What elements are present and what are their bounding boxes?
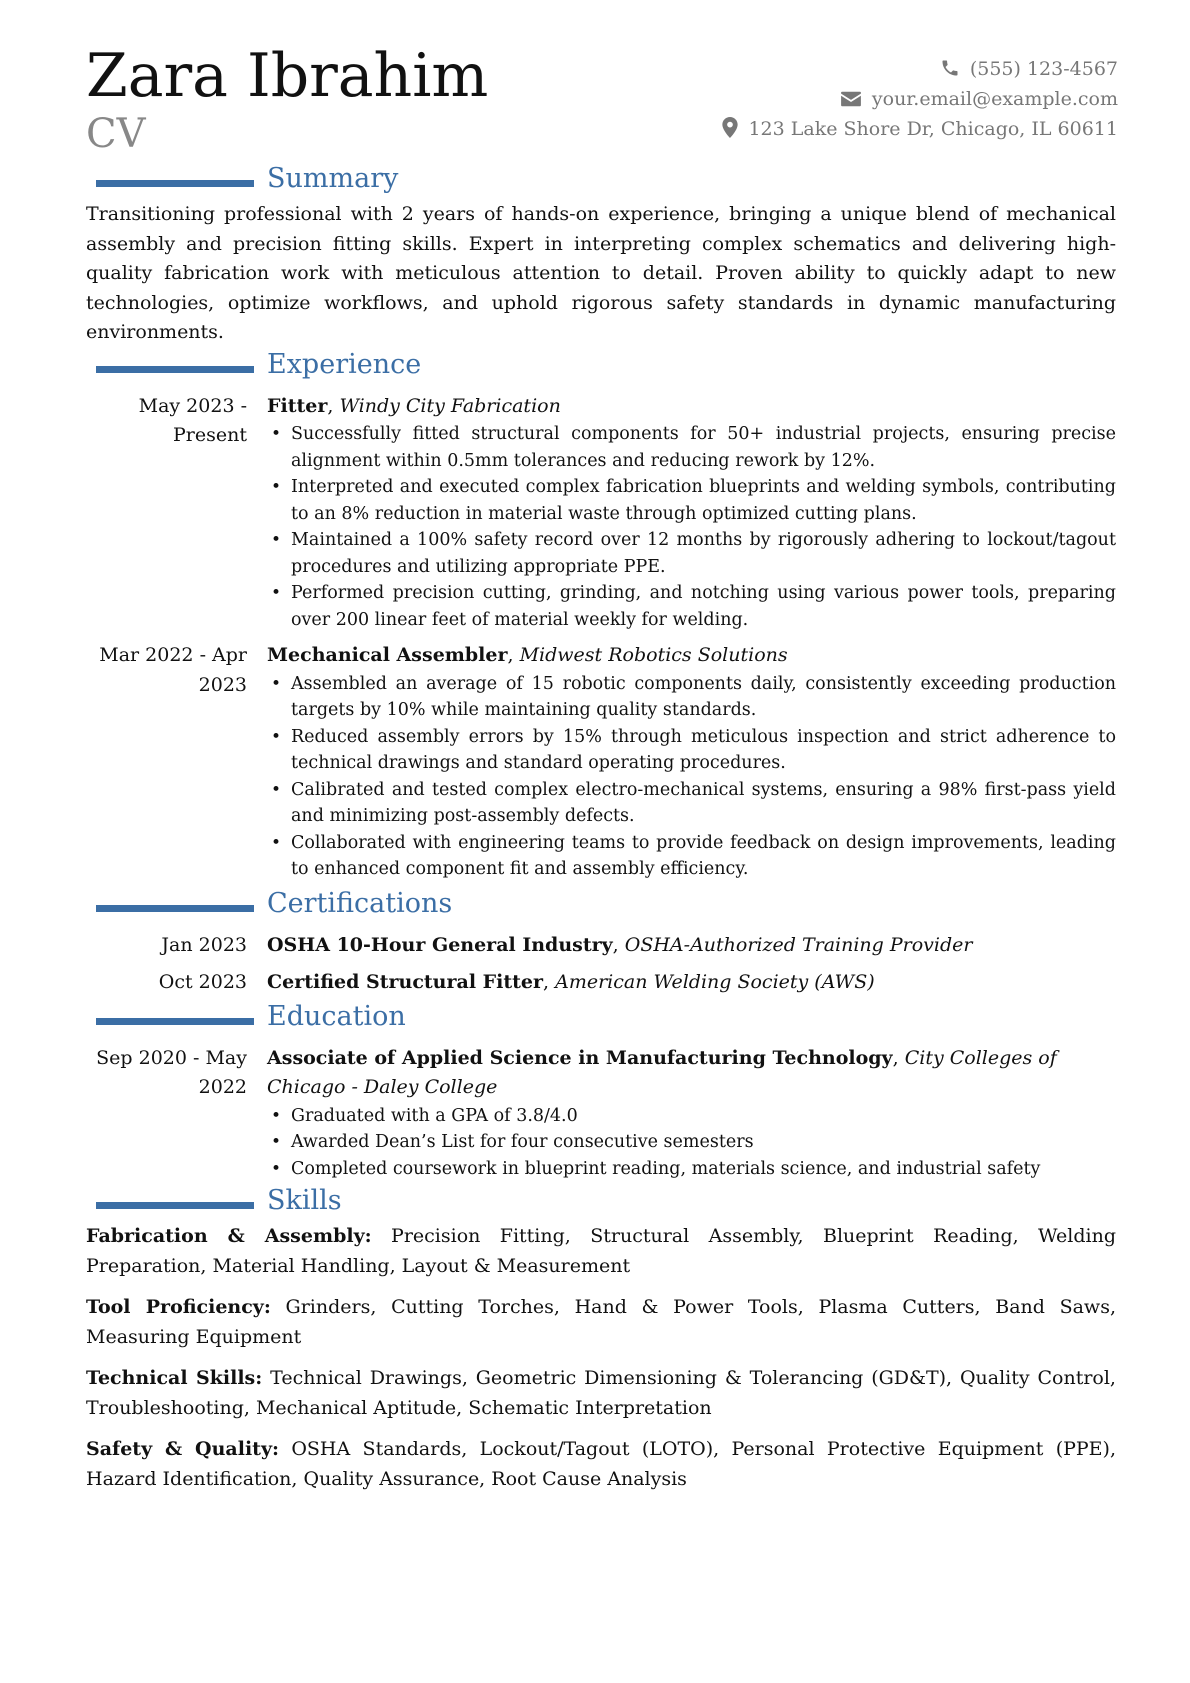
section-skills-heading: [86, 1185, 1116, 1222]
skill-values: Precision Fitting, Structural Assembly, Blueprint Reading, Welding Preparation, Material Handling, Layout & Measurement: [86, 1225, 1116, 1277]
section-title: Experience: [267, 348, 422, 380]
entry-heading: Fitter, Windy City Fabrication: [267, 394, 561, 417]
list-item: • Completed coursework in blueprint reading, materials science, and industrial safety: [291, 1156, 1116, 1183]
skill-values: OSHA Standards, Lockout/Tagout (LOTO), Personal Protective Equipment (PPE), Hazard Identification, Quality Assurance, Root Cause Analysis: [86, 1438, 1117, 1490]
list-item: • Performed precision cutting, grinding, and notching using various power tools, preparing over 200 linear feet of material weekly for welding.: [291, 580, 1116, 633]
list-item: • Interpreted and executed complex fabrication blueprints and welding symbols, contributing to an 8% reduction in material waste through optimized cutting plans.: [291, 474, 1116, 527]
section-accent-bar: [96, 1018, 254, 1025]
entry-date: May 2023 - Present: [138, 394, 247, 446]
section-title: Certifications: [267, 887, 453, 919]
skill-values: Technical Drawings, Geometric Dimensioning & Tolerancing (GD&T), Quality Control, Troubleshooting, Mechanical Aptitude, Schematic Interpretation: [86, 1367, 1116, 1419]
company-name: Windy City Fabrication: [339, 394, 561, 417]
list-item: • Reduced assembly errors by 15% through meticulous inspection and strict adherence to technical drawings and standard operating procedures.: [291, 724, 1116, 777]
bullet-list: [267, 1103, 1116, 1183]
entry-date: Sep 2020 - May 2022: [96, 1046, 247, 1098]
cv-header: [86, 40, 1116, 168]
contact-email: [722, 84, 1118, 114]
certification-name: Certified Structural Fitter: [267, 971, 544, 993]
contact-block: [722, 54, 1118, 144]
list-item: • Collaborated with engineering teams to provide feedback on design improvements, leading to enhanced component fit and assembly efficiency.: [291, 830, 1116, 883]
entry-body: OSHA 10-Hour General Industry, OSHA-Authorized Training Provider: [267, 933, 973, 956]
entry-date: Oct 2023: [158, 971, 247, 993]
cv-page: [86, 40, 1116, 1506]
skill-label: Technical Skills:: [86, 1367, 263, 1389]
certification-name: OSHA 10-Hour General Industry: [267, 933, 613, 956]
company-name: Midwest Robotics Solutions: [519, 644, 788, 666]
section-education-heading: [86, 1000, 1116, 1038]
entry-date: Mar 2022 - Apr 2023: [99, 644, 247, 696]
list-item: • Awarded Dean’s List for four consecutive semesters: [291, 1129, 1116, 1156]
certification-entry: [86, 931, 1116, 961]
skill-group: [86, 1364, 1116, 1423]
job-title: Mechanical Assembler: [267, 644, 508, 666]
section-title: Skills: [267, 1185, 342, 1216]
degree-name: Associate of Applied Science in Manufacturing Technology: [267, 1046, 893, 1069]
section-title: Summary: [267, 163, 399, 194]
skill-group: [86, 1435, 1116, 1494]
section-accent-bar: [96, 180, 254, 187]
list-item: • Calibrated and tested complex electro-mechanical systems, ensuring a 98% first-pass yield and minimizing post-assembly defects.: [291, 777, 1116, 830]
entry-body: [267, 641, 1116, 883]
skill-label: Safety & Quality:: [86, 1438, 280, 1460]
section-summary-heading: [86, 163, 1116, 200]
section-accent-bar: [96, 1202, 254, 1209]
phone-icon: [940, 58, 960, 78]
document-subtitle: CV: [86, 111, 146, 157]
person-name: Zara Ibrahim: [86, 41, 489, 111]
entry-heading: Mechanical Assembler, Midwest Robotics Solutions: [267, 644, 788, 666]
skill-group: [86, 1293, 1116, 1352]
section-experience-heading: [86, 348, 1116, 386]
contact-address: [722, 114, 1118, 144]
entry-date: Jan 2023: [161, 933, 247, 956]
entry-body: [267, 392, 1116, 634]
section-accent-bar: [96, 905, 254, 912]
contact-phone: [722, 54, 1118, 84]
summary-text: Transitioning professional with 2 years of hands-on experience, bringing a unique blend of mechanical assembly and precision fitting skills. Expert in interpreting complex schematics and delivering high-quality fabrication work with meticulous attention to detail. Proven ability to quickly adapt to new technologies, optimize workflows, and uphold rigorous safety standards in dynamic manufacturing environments.: [86, 203, 1116, 343]
certification-entry: [86, 968, 1116, 998]
entry-body: Certified Structural Fitter, American Welding Society (AWS): [267, 971, 875, 993]
experience-entry: [86, 392, 1116, 634]
skill-label: Fabrication & Assembly:: [86, 1225, 372, 1247]
map-pin-icon: [722, 117, 738, 138]
list-item: • Graduated with a GPA of 3.8/4.0: [291, 1103, 1116, 1130]
bullet-list: [267, 421, 1116, 633]
school-name: City Colleges of Chicago - Daley College: [267, 1046, 1057, 1098]
phone-text: (555) 123-4567: [969, 58, 1118, 80]
job-title: Fitter: [267, 394, 328, 417]
certification-issuer: American Welding Society (AWS): [555, 971, 875, 993]
skill-group: [86, 1222, 1116, 1281]
section-title: Education: [267, 1000, 406, 1032]
skill-values: Grinders, Cutting Torches, Hand & Power Tools, Plasma Cutters, Band Saws, Measuring Equipment: [86, 1296, 1116, 1348]
section-accent-bar: [96, 366, 254, 373]
certification-issuer: OSHA-Authorized Training Provider: [624, 933, 973, 956]
email-text: your.email@example.com: [871, 88, 1118, 110]
list-item: • Successfully fitted structural components for 50+ industrial projects, ensuring precise alignment within 0.5mm tolerances and reducing rework by 12%.: [291, 421, 1116, 474]
address-text: 123 Lake Shore Dr, Chicago, IL 60611: [748, 118, 1118, 140]
list-item: • Assembled an average of 15 robotic components daily, consistently exceeding production targets by 10% while maintaining quality standards.: [291, 671, 1116, 724]
experience-entry: [86, 641, 1116, 883]
entry-body: [267, 1044, 1116, 1183]
section-certifications-heading: [86, 887, 1116, 925]
skill-label: Tool Proficiency:: [86, 1296, 271, 1318]
envelope-icon: [840, 90, 862, 108]
bullet-list: [267, 671, 1116, 883]
entry-heading: Associate of Applied Science in Manufacturing Technology, City Colleges of Chicago - Daley College: [267, 1046, 1057, 1098]
education-entry: [86, 1044, 1116, 1183]
list-item: • Maintained a 100% safety record over 12 months by rigorously adhering to lockout/tagout procedures and utilizing appropriate PPE.: [291, 527, 1116, 580]
